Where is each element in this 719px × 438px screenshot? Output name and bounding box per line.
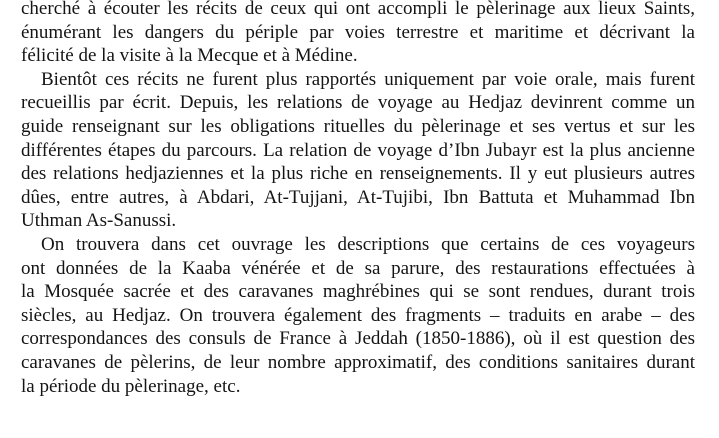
text-line: la période du pèlerinage, etc. [21,375,241,397]
text-line: la Mosquée sacrée et des caravanes maghrébines qui se sont rendues, durant trois [21,281,695,303]
text-line: correspondances des consuls de France à Jeddah (1850-1886), où il est question des [21,328,695,350]
text-line: caravanes de pèlerins, de leur nombre approximatif, des conditions sanitaires durant [21,351,695,373]
text-line: des relations hedjaziennes et la plus riche en renseignements. Il y eut plusieurs autres [21,163,695,185]
text-line: ont données de la Kaaba vénérée et de sa parure, des restaurations effectuées à [21,257,695,279]
text-line: énumérant les dangers du périple par voies terrestre et maritime et décrivant la [21,21,695,43]
text-line: recueillis par écrit. Depuis, les relations de voyage au Hedjaz devinrent comme un [21,92,695,114]
text-line: Bientôt ces récits ne furent plus rapportés uniquement par voie orale, mais furent [41,68,695,90]
text-line: félicité de la visite à la Mecque et à Médine. [21,45,358,67]
text-line: cherché à écouter les récits de ceux qui ont accompli le pèlerinage aux lieux Saints, [21,0,695,19]
document-body [21,0,695,398]
text-line: On trouvera dans cet ouvrage les descriptions que certains de ces voyageurs [41,233,695,255]
text-line: différentes étapes du parcours. La relation de voyage d’Ibn Jubayr est la plus ancienne [21,139,695,161]
text-line: guide renseignant sur les obligations rituelles du pèlerinage et ses vertus et sur les [21,115,695,137]
text-line: dûes, entre autres, à Abdari, At-Tujjani, At-Tujibi, Ibn Battuta et Muhammad Ibn [21,186,695,208]
text-line: Uthman As-Sanussi. [21,210,177,232]
text-line: siècles, au Hedjaz. On trouvera également des fragments – traduits en arabe – des [21,304,695,326]
